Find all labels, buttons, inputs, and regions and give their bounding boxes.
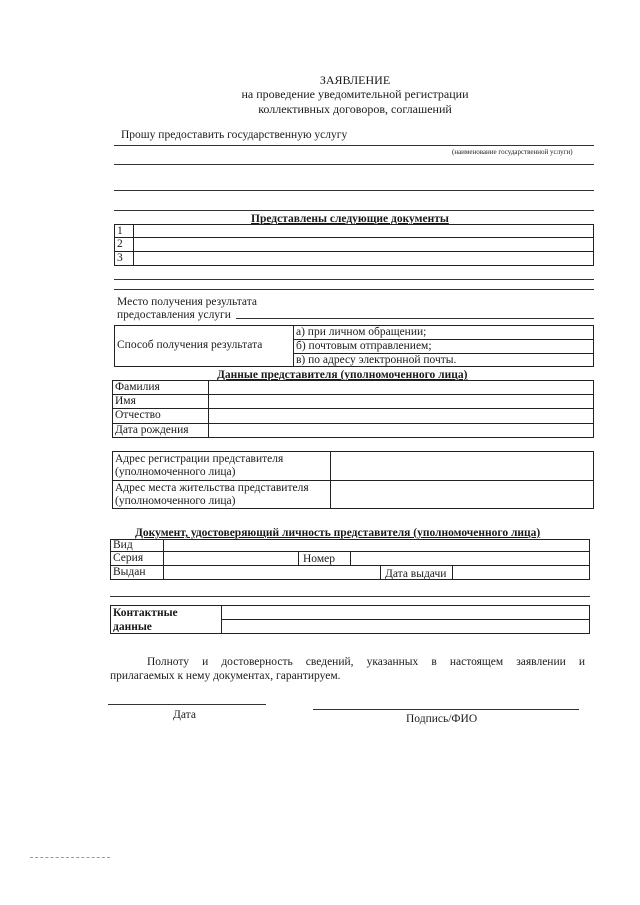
reg-address-label-2: (уполномоченного лица) xyxy=(115,466,236,478)
identity-issued-label: Выдан xyxy=(113,566,146,578)
guarantee-text-line-2: прилагаемых к нему документах, гарантируем. xyxy=(110,670,341,682)
documents-col-divider xyxy=(133,224,134,266)
identity-col-divider-number-right xyxy=(350,551,351,565)
result-place-label-1: Место получения результата xyxy=(117,296,257,308)
request-line-4 xyxy=(114,210,594,211)
identity-col-divider-date-right xyxy=(452,565,453,580)
result-option-post: б) почтовым отправлением; xyxy=(296,340,432,352)
result-option-personal: а) при личном обращении; xyxy=(296,326,427,338)
date-line xyxy=(108,704,266,705)
reg-address-label-1: Адрес регистрации представителя xyxy=(115,453,284,465)
field-patronymic-label: Отчество xyxy=(115,409,161,421)
identity-row-divider-2 xyxy=(110,565,590,566)
identity-doc-heading: Документ, удостоверяющий личность представителя (уполномоченного лица) xyxy=(135,527,541,539)
page-subtitle-1: на проведение уведомительной регистрации xyxy=(241,87,469,101)
result-place-line xyxy=(236,318,594,319)
identity-number-label: Номер xyxy=(303,553,335,565)
date-label: Дата xyxy=(173,709,196,721)
footnote-line xyxy=(30,857,110,858)
documents-row-divider-1 xyxy=(114,237,594,238)
separator-line-3 xyxy=(110,596,590,597)
contacts-label-2: данные xyxy=(113,621,152,633)
request-caption: (наименование государственной услуги) xyxy=(452,148,573,156)
request-label: Прошу предоставить государственную услугу xyxy=(121,129,348,141)
representative-heading: Данные представителя (уполномоченного лица) xyxy=(217,369,468,381)
result-method-label: Способ получения результата xyxy=(117,339,263,351)
guarantee-text-line-1: Полноту и достоверность сведений, указанных в настоящем заявлении и xyxy=(147,656,585,668)
contacts-label-1: Контактные xyxy=(113,607,178,619)
identity-series-label: Серия xyxy=(113,552,144,564)
documents-table xyxy=(114,224,594,266)
documents-row-divider-2 xyxy=(114,251,594,252)
documents-row-num-3: 3 xyxy=(117,252,123,264)
documents-row-num-1: 1 xyxy=(117,225,123,237)
address-row-divider xyxy=(112,480,594,481)
page-title: ЗАЯВЛЕНИЕ xyxy=(319,73,391,87)
result-place-label-2: предоставления услуги xyxy=(117,309,231,321)
contacts-row-divider xyxy=(221,619,590,620)
documents-row-num-2: 2 xyxy=(117,238,123,250)
live-address-label-2: (уполномоченного лица) xyxy=(115,495,236,507)
signature-label: Подпись/ФИО xyxy=(406,713,478,725)
identity-type-label: Вид xyxy=(113,539,133,551)
separator-line-2 xyxy=(114,289,594,290)
signature-line xyxy=(313,709,579,710)
representative-row-divider-2 xyxy=(112,408,594,409)
result-option-email: в) по адресу электронной почты. xyxy=(296,354,457,366)
request-line-2 xyxy=(114,164,594,165)
request-line-3 xyxy=(114,190,594,191)
identity-col-divider-label xyxy=(163,539,164,580)
request-line xyxy=(114,145,594,146)
field-birthdate-label: Дата рождения xyxy=(115,424,189,436)
field-name-label: Имя xyxy=(115,395,136,407)
identity-col-divider-number-left xyxy=(298,551,299,565)
page-subtitle-2: коллективных договоров, соглашений xyxy=(258,102,452,116)
documents-heading: Представлены следующие документы xyxy=(251,213,449,225)
result-method-divider xyxy=(293,325,294,367)
representative-row-divider-1 xyxy=(112,394,594,395)
identity-col-divider-date-left xyxy=(380,565,381,580)
representative-col-divider xyxy=(208,380,209,438)
identity-issue-date-label: Дата выдачи xyxy=(385,568,447,580)
separator-line-1 xyxy=(114,279,594,280)
field-surname-label: Фамилия xyxy=(115,381,160,393)
live-address-label-1: Адрес места жительства представителя xyxy=(115,482,309,494)
